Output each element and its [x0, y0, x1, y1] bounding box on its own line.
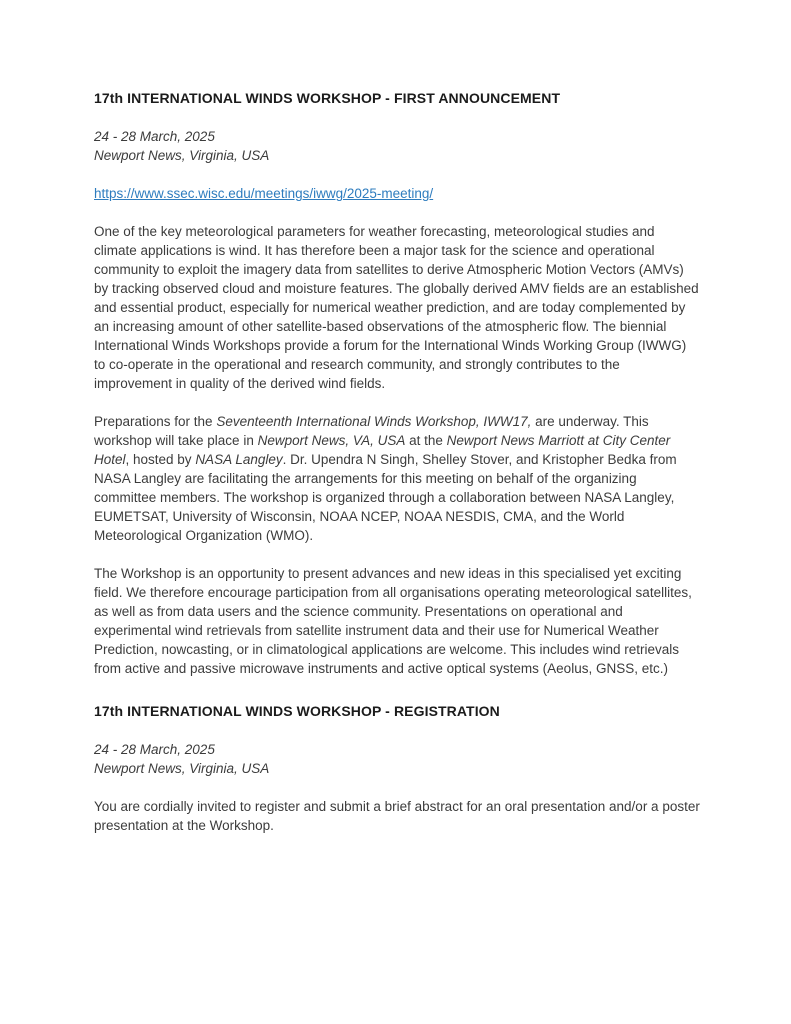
date-line: 24 - 28 March, 2025: [94, 129, 215, 144]
location-line: Newport News, Virginia, USA: [94, 148, 270, 163]
date-line: 24 - 28 March, 2025: [94, 742, 215, 757]
paragraph-preparations: Preparations for the Seventeenth International Winds Workshop, IWW17, are underway. This workshop will take place in Newport News, VA, USA at the Newport News Marriott at City Center Hotel, hosted by NASA Langley. Dr. Upendra N Singh, Shelley Stover, and Kristopher Bedka from NASA Langley are facilitating the arrangements for this meeting on behalf of the organizing committee members. The workshop is organized through a collaboration between NASA Langley, EUMETSAT, University of Wisconsin, NOAA NCEP, NOAA NESDIS, CMA, and the World Meteorological Organization (WMO).: [94, 414, 677, 543]
paragraph-amv-overview: One of the key meteorological parameters for weather forecasting, meteorological studies and climate applications is wind. It has therefore been a major task for the science and operational community to exploit the imagery data from satellites to derive Atmospheric Motion Vectors (AMVs) by tracking observed cloud and moisture features. The globally derived AMV fields are an established and essential product, especially for numerical weather prediction, and are today complemented by an increasing amount of other satellite-based observations of the atmospheric flow. The biennial International Winds Workshops provide a forum for the International Winds Working Group (IWWG) to co-operate in the operational and research community, and strongly contributes to the improvement in quality of the derived wind fields.: [94, 224, 699, 391]
meeting-url-link[interactable]: https://www.ssec.wisc.edu/meetings/iwwg/2025-meeting/: [94, 186, 434, 201]
section-heading-registration: 17th INTERNATIONAL WINDS WORKSHOP - REGISTRATION: [94, 703, 500, 719]
event-date-location-registration: [94, 740, 701, 778]
section-heading-first-announcement: 17th INTERNATIONAL WINDS WORKSHOP - FIRST ANNOUNCEMENT: [94, 90, 561, 106]
location-line: Newport News, Virginia, USA: [94, 761, 270, 776]
paragraph-participation: The Workshop is an opportunity to present advances and new ideas in this specialised yet exciting field. We therefore encourage participation from all organisations operating meteorological satellites, as well as from data users and the science community. Presentations on operational and experimental wind retrievals from satellite instrument data and their use for Numerical Weather Prediction, nowcasting, or in climatological applications are welcome. This includes wind retrievals from active and passive microwave instruments and active optical systems (Aeolus, GNSS, etc.): [94, 566, 692, 676]
meeting-link-block: [94, 184, 701, 203]
paragraph-registration-invite: You are cordially invited to register and submit a brief abstract for an oral presentation and/or a poster presentation at the Workshop.: [94, 799, 700, 833]
event-date-location: [94, 127, 701, 165]
